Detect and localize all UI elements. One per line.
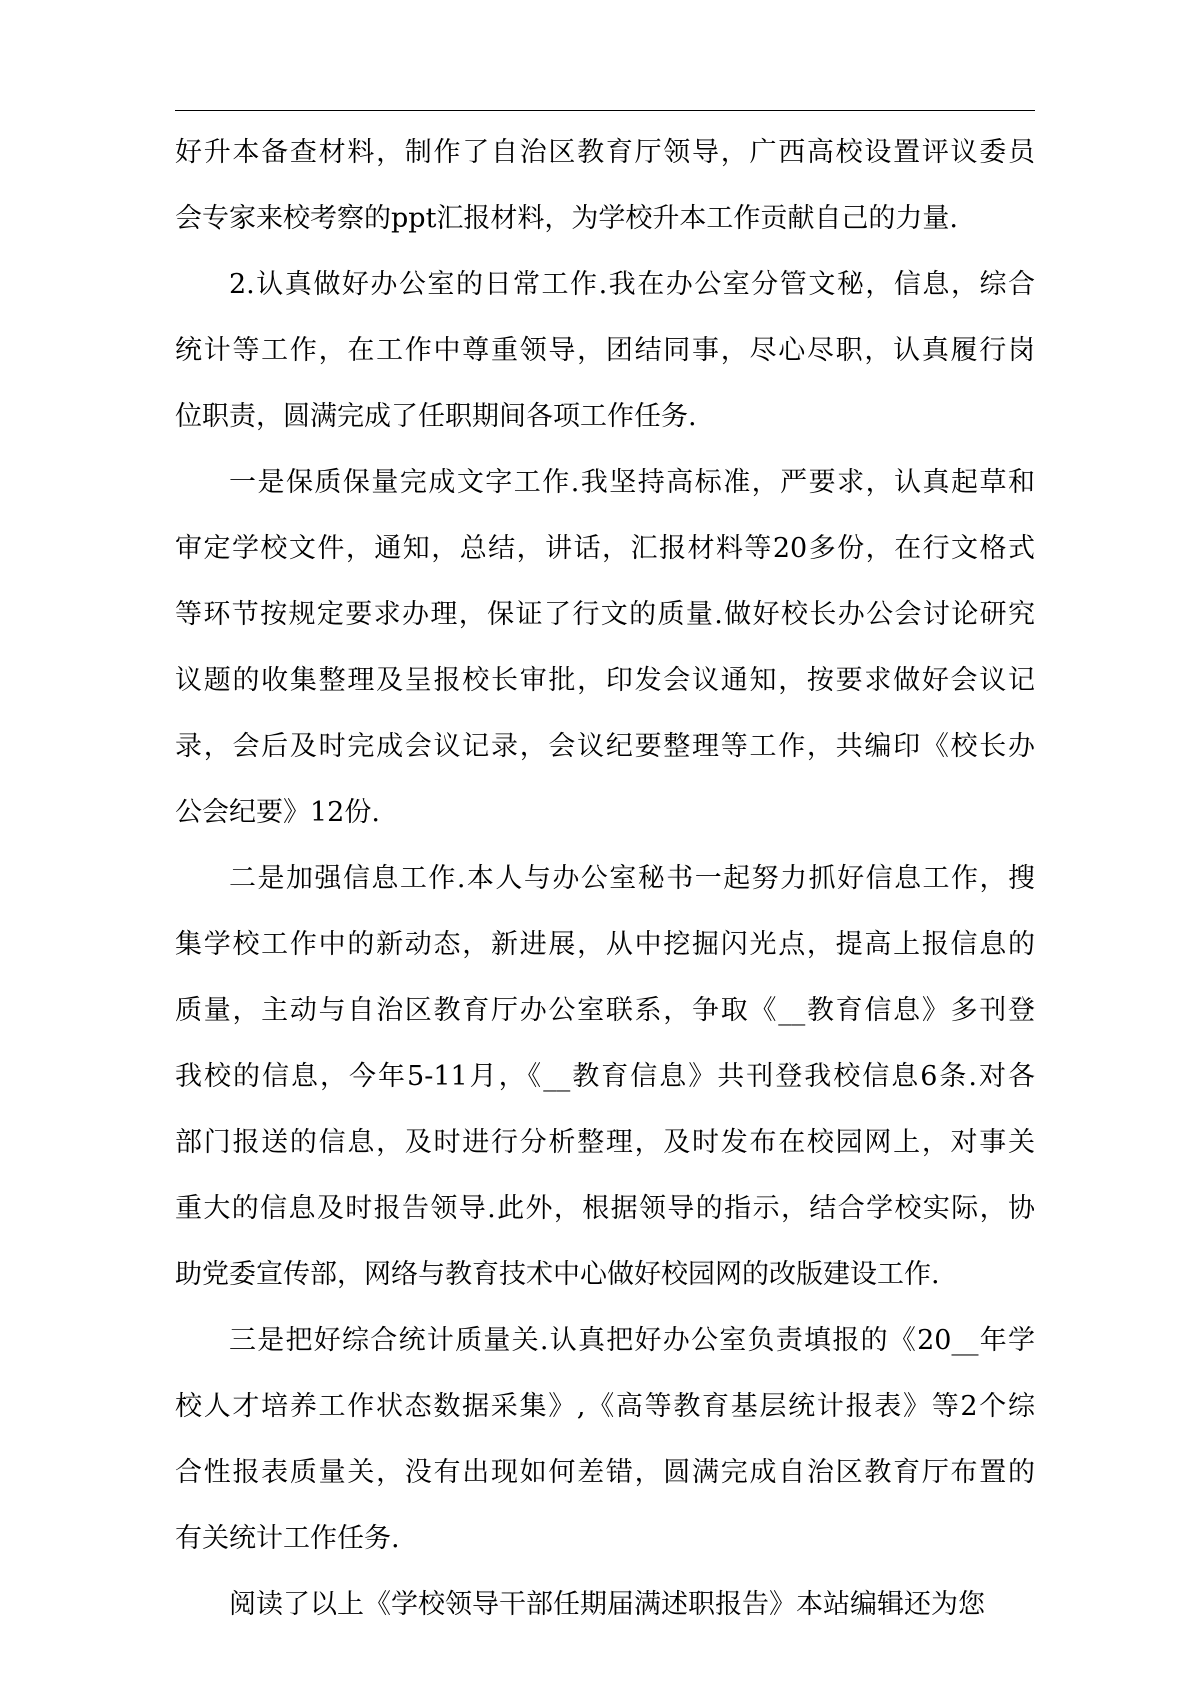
paragraph-closing-note	[175, 1572, 1035, 1638]
text-line: 统计等工作，在工作中尊重领导，团结同事，尽心尽职，认真履行岗	[175, 335, 1035, 366]
paragraph-writing-work	[175, 450, 1035, 846]
text-line: 审定学校文件，通知，总结，讲话，汇报材料等20多份，在行文格式	[175, 533, 1035, 564]
text-line: 校人才培养工作状态数据采集》,《高等教育基层统计报表》等2个综	[175, 1391, 1035, 1422]
text-line: 重大的信息及时报告领导.此外，根据领导的指示，结合学校实际，协	[175, 1193, 1035, 1224]
text-line: 录，会后及时完成会议记录，会议纪要整理等工作，共编印《校长办	[175, 731, 1035, 762]
text-line: 位职责，圆满完成了任职期间各项工作任务.	[175, 401, 697, 432]
text-line: 阅读了以上《学校领导干部任期届满述职报告》本站编辑还为您	[229, 1589, 985, 1620]
text-line: 部门报送的信息，及时进行分析整理，及时发布在校园网上，对事关	[175, 1127, 1035, 1158]
text-line: 好升本备查材料，制作了自治区教育厅领导，广西高校设置评议委员	[175, 137, 1035, 168]
text-line: 二是加强信息工作.本人与办公室秘书一起努力抓好信息工作，搜	[229, 863, 1035, 894]
header-rule	[175, 110, 1035, 111]
text-line: 质量，主动与自治区教育厅办公室联系，争取《__教育信息》多刊登	[175, 995, 1035, 1026]
paragraph-information-work	[175, 846, 1035, 1308]
text-line: 有关统计工作任务.	[175, 1523, 400, 1554]
document-body	[175, 120, 1035, 1638]
text-line: 三是把好综合统计质量关.认真把好办公室负责填报的《20__年学	[229, 1325, 1035, 1356]
text-line: 我校的信息，今年5-11月，《__教育信息》共刊登我校信息6条.对各	[175, 1061, 1035, 1092]
text-line: 一是保质保量完成文字工作.我坚持高标准，严要求，认真起草和	[229, 467, 1035, 498]
text-line: 等环节按规定要求办理，保证了行文的质量.做好校长办公会讨论研究	[175, 599, 1035, 630]
text-line: 公会纪要》12份.	[175, 797, 380, 828]
text-line: 2.认真做好办公室的日常工作.我在办公室分管文秘，信息，综合	[229, 269, 1035, 300]
paragraph-statistics-work	[175, 1308, 1035, 1572]
text-line: 会专家来校考察的ppt汇报材料，为学校升本工作贡献自己的力量.	[175, 203, 958, 234]
paragraph-upgrade-materials	[175, 120, 1035, 252]
text-line: 议题的收集整理及呈报校长审批，印发会议通知，按要求做好会议记	[175, 665, 1035, 696]
text-line: 助党委宣传部，网络与教育技术中心做好校园网的改版建设工作.	[175, 1259, 940, 1290]
text-line: 集学校工作中的新动态，新进展，从中挖掘闪光点，提高上报信息的	[175, 929, 1035, 960]
text-line: 合性报表质量关，没有出现如何差错，圆满完成自治区教育厅布置的	[175, 1457, 1035, 1488]
paragraph-daily-work	[175, 252, 1035, 450]
